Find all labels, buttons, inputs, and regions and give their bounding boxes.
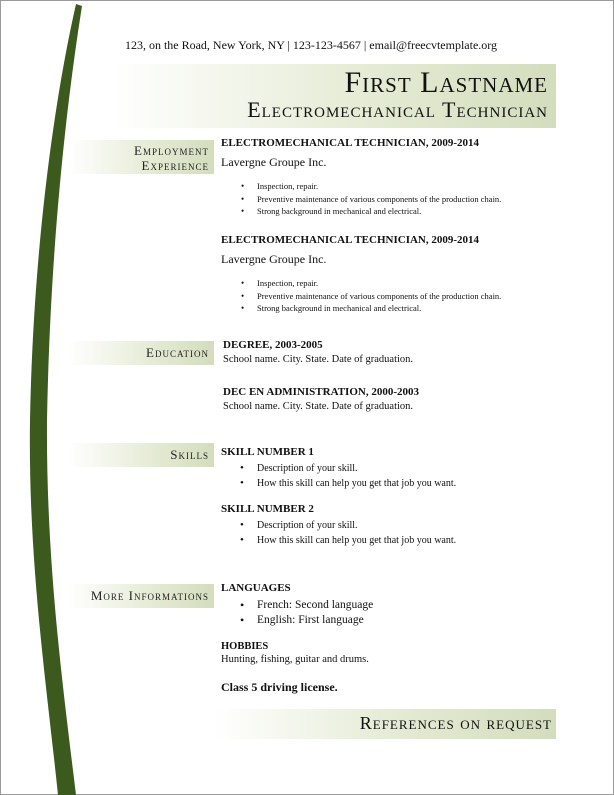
- list-item: • Strong background in mechanical and electrical.: [221, 205, 561, 218]
- section-heading-employment-line2: Experience: [141, 158, 209, 173]
- skill-2-bullets: [221, 518, 561, 548]
- list-item: • English: First language: [221, 613, 561, 628]
- list-item: • French: Second language: [221, 598, 561, 613]
- section-heading-employment: [68, 140, 214, 174]
- contact-line: 123, on the Road, New York, NY | 123-123-4567 | email@freecvtemplate.org: [124, 38, 498, 52]
- languages-heading: LANGUAGES: [221, 582, 291, 594]
- list-item: • Description of your skill.: [221, 518, 561, 533]
- job-2-bullets: [221, 277, 561, 315]
- school-2: School name. City. State. Date of graduation.: [223, 401, 414, 412]
- school-1: School name. City. State. Date of graduation.: [223, 354, 414, 365]
- section-heading-skills: Skills: [68, 443, 214, 467]
- degree-1: DEGREE, 2003-2005: [223, 339, 323, 351]
- skill-2-name: SKILL NUMBER 2: [221, 503, 314, 515]
- languages-list: [221, 598, 561, 628]
- hobbies-text: Hunting, fishing, guitar and drums.: [221, 654, 369, 665]
- list-item: • Preventive maintenance of various components of the production chain.: [221, 193, 561, 206]
- license-text: Class 5 driving license.: [221, 680, 338, 694]
- list-item: • How this skill can help you get that job you want.: [221, 476, 561, 491]
- list-item: • Description of your skill.: [221, 461, 561, 476]
- list-item: • Strong background in mechanical and electrical.: [221, 302, 561, 315]
- skill-1-name: SKILL NUMBER 1: [221, 446, 314, 458]
- list-item: • Inspection, repair.: [221, 180, 561, 193]
- hobbies-heading: HOBBIES: [221, 641, 269, 652]
- company-2: Lavergne Groupe Inc.: [221, 252, 327, 266]
- section-heading-employment-line1: Employment: [134, 143, 209, 158]
- references-text: References on request: [359, 713, 552, 733]
- list-item: • Preventive maintenance of various components of the production chain.: [221, 290, 561, 303]
- degree-2: DEC EN ADMINISTRATION, 2000-2003: [223, 386, 419, 398]
- full-name: First Lastname: [344, 66, 548, 99]
- list-item: • Inspection, repair.: [221, 277, 561, 290]
- skill-1-bullets: [221, 461, 561, 491]
- section-heading-education: Education: [68, 341, 214, 365]
- section-heading-more-informations: More Informations: [68, 584, 214, 608]
- job-1-bullets: [221, 180, 561, 218]
- job-title-2: ELECTROMECHANICAL TECHNICIAN, 2009-2014: [221, 234, 480, 246]
- job-title: Electromechanical Technician: [247, 97, 548, 122]
- job-title-1: ELECTROMECHANICAL TECHNICIAN, 2009-2014: [221, 137, 480, 149]
- decorative-swoosh: [0, 0, 110, 795]
- list-item: • How this skill can help you get that job you want.: [221, 533, 561, 548]
- company-1: Lavergne Groupe Inc.: [221, 155, 327, 169]
